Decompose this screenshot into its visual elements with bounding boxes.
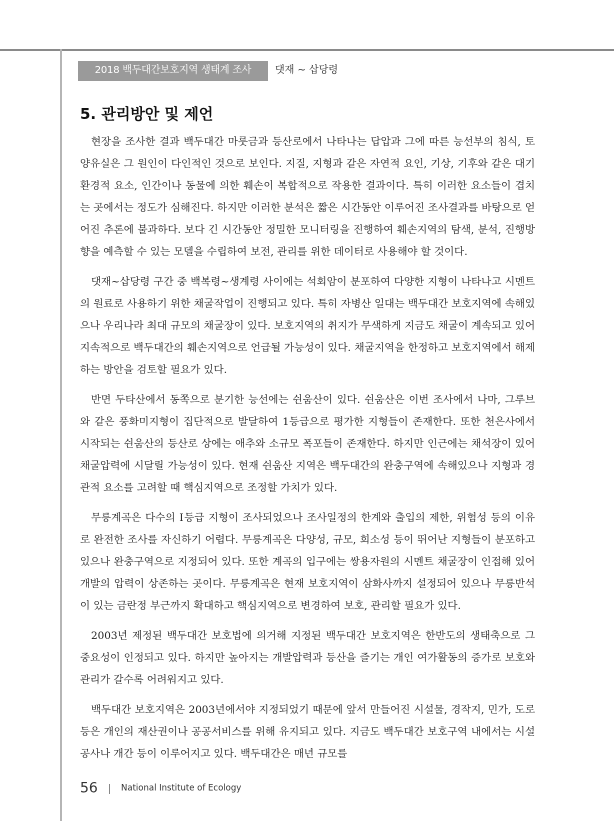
- report-title: 2018 백두대간보호지역 생태계 조사: [78, 61, 268, 81]
- page-header: [0, 0, 614, 62]
- body-text: [80, 131, 535, 773]
- footer-divider: [109, 784, 110, 794]
- paragraph: 현장을 조사한 결과 백두대간 마룻금과 등산로에서 나타나는 답압과 그에 따른 능선부의 침식, 토양유실은 그 원인이 다인적인 것으로 보인다. 지질, 지형과 같은 자연적 요인, 기상, 기후와 같은 대기환경적 요소, 인간이나 동물에 의한 훼손이 복합적으로 작용한 결과이다. 특히 이러한 요소들이 겹치는 곳에서는 정도가 심해진다. 하지만 이러한 분석은 짧은 시간동안 이루어진 조사결과를 바탕으로 얻어진 추론에 불과하다. 보다 긴 시간동안 정밀한 모니터링을 진행하여 훼손지역의 탐색, 분석, 진행방향을 예측할 수 있는 모델을 수립하여 보전, 관리를 위한 데이터로 사용해야 할 것이다.: [80, 136, 535, 258]
- header-rule: [0, 49, 614, 51]
- paragraph: 댓재~삽당령 구간 중 백복령~생계령 사이에는 석회암이 분포하여 다양한 지형이 나타나고 시멘트의 원료로 사용하기 위한 채굴작업이 진행되고 있다. 특히 자병산 일대는 백두대간 보호지역에 속해있으나 우리나라 최대 규모의 채굴장이 있다. 보호지역의 취지가 무색하게 지금도 채굴이 계속되고 있어 지속적으로 백두대간의 훼손지역으로 언급될 가능성이 있다. 채굴지역을 한정하고 보호지역에서 해제하는 방안을 검토할 필요가 있다.: [80, 276, 535, 376]
- left-margin-rule: [60, 49, 62, 821]
- page-number: 56: [80, 780, 98, 797]
- paragraph: 2003년 제정된 백두대간 보호법에 의거해 지정된 백두대간 보호지역은 한반도의 생태축으로 그 중요성이 인정되고 있다. 하지만 높아지는 개발압력과 등산을 즐기는 개인 여가활동의 증가로 보호와 관리가 갈수록 어려워지고 있다.: [80, 630, 535, 686]
- institution-name: National Institute of Ecology: [121, 783, 242, 794]
- paragraph: 무릉계곡은 다수의 Ⅰ등급 지형이 조사되었으나 조사일정의 한계와 출입의 제한, 위험성 등의 이유로 완전한 조사를 자신하기 어렵다. 무릉계곡은 다양성, 규모, 희소성 등이 뛰어난 지형들이 분포하고 있으나 완충구역으로 지정되어 있다. 또한 계곡의 입구에는 쌍용자원의 시멘트 채굴장이 인접해 있어 개발의 압력이 상존하는 곳이다. 무릉계곡은 현재 보호지역이 삼화사까지 설정되어 있으나 무릉반석이 있는 금란정 부근까지 확대하고 핵심지역으로 변경하여 보호, 관리할 필요가 있다.: [80, 512, 535, 612]
- section-range: 댓재 ~ 삽당령: [275, 65, 339, 76]
- paragraph: 백두대간 보호지역은 2003년에서야 지정되었기 때문에 앞서 만들어진 시설물, 경작지, 민가, 도로 등은 개인의 재산권이나 공공서비스를 위해 유지되고 있다. 지금도 백두대간 보호구역 내에서는 시설공사나 개간 등이 이루어지고 있다. 백두대간은 매년 규모를: [80, 704, 535, 760]
- paragraph: 반면 두타산에서 동쪽으로 분기한 능선에는 쉰움산이 있다. 쉰움산은 이번 조사에서 나마, 그루브와 같은 풍화미지형이 집단적으로 발달하여 1등급으로 평가한 지형들이 존재한다. 또한 천은사에서 시작되는 쉰움산의 등산로 상에는 애추와 소규모 폭포들이 존재한다. 하지만 인근에는 채석장이 있어 채굴압력에 시달릴 가능성이 있다. 현재 쉰움산 지역은 백두대간의 완충구역에 속해있으나 지형과 경관적 요소를 고려할 때 핵심지역으로 조정할 가치가 있다.: [80, 394, 535, 494]
- page-footer: [80, 778, 241, 798]
- section-title: 5. 관리방안 및 제언: [80, 105, 214, 123]
